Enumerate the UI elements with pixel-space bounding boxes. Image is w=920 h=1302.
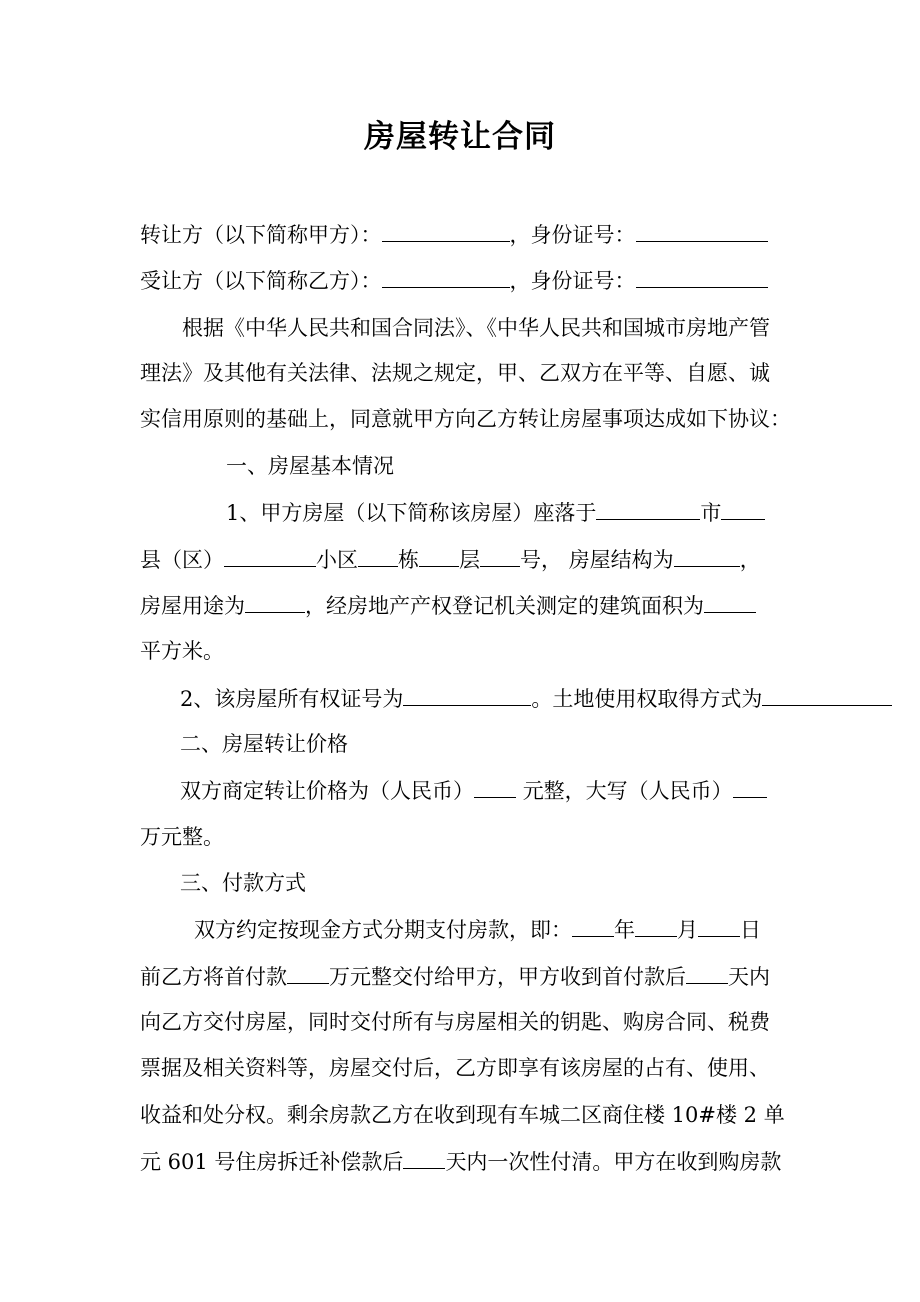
usage-line <box>140 590 756 621</box>
remaining-days-blank[interactable] <box>403 1146 445 1169</box>
delivery-days-label: 天内 <box>728 965 770 989</box>
delivery-days-blank[interactable] <box>686 961 728 984</box>
day-label: 日 <box>740 918 761 942</box>
transferee-line <box>140 265 768 296</box>
structure-blank[interactable] <box>674 544 740 567</box>
cert-blank[interactable] <box>403 683 531 706</box>
transferee-id-blank[interactable] <box>636 265 768 288</box>
structure-label: 房屋结构为 <box>568 548 674 572</box>
price-line <box>180 775 767 806</box>
county-label: 县（区） <box>140 548 224 572</box>
preamble-line: 理法》及其他有关法律、法规之规定，甲、乙双方在平等、自愿、诚 <box>140 361 770 385</box>
price-label: 双方商定转让价格为（人民币） <box>180 779 474 803</box>
payment-line <box>140 1146 781 1177</box>
payment-label: 双方约定按现金方式分期支付房款，即： <box>194 918 572 942</box>
year-blank[interactable] <box>572 914 614 937</box>
location-label: 1、甲方房屋（以下简称该房屋）座落于 <box>226 501 597 525</box>
payment-line: 向乙方交付房屋，同时交付所有与房屋相关的钥匙、购房合同、税费 <box>140 1010 770 1034</box>
preamble-line: 实信用原则的基础上，同意就甲方向乙方转让房屋事项达成如下协议： <box>140 407 791 431</box>
city-label: 市 <box>700 501 722 525</box>
transferor-label: 转让方（以下简称甲方）： <box>140 223 382 247</box>
address-line <box>140 544 761 575</box>
price-blank[interactable] <box>474 775 516 798</box>
district-blank[interactable] <box>224 544 316 567</box>
section-heading: 一、房屋基本情况 <box>226 454 394 478</box>
ceng-blank[interactable] <box>480 544 520 567</box>
payment-line: 票据及相关资料等，房屋交付后，乙方即享有该房屋的占有、使用、 <box>140 1056 770 1080</box>
payment-line <box>140 961 770 992</box>
remaining-text: 天内一次性付清。甲方在收到购房款 <box>445 1150 782 1174</box>
dong-label: 栋 <box>398 548 419 572</box>
section-heading: 三、付款方式 <box>180 871 306 895</box>
transferor-line <box>140 219 768 250</box>
transferor-id-label: ，身份证号： <box>509 223 636 247</box>
land-blank[interactable] <box>762 683 892 706</box>
year-label: 年 <box>614 918 635 942</box>
cert-line <box>180 683 892 714</box>
cert-label: 2、该房屋所有权证号为 <box>180 687 404 711</box>
remaining-label: 元 601 号住房拆迁补偿款后 <box>140 1150 404 1174</box>
price-uppercase-blank[interactable] <box>733 775 767 798</box>
county-blank[interactable] <box>721 497 765 520</box>
unit-line: 平方米。 <box>140 639 224 663</box>
usage-label: 房屋用途为 <box>140 594 245 618</box>
section-heading: 二、房屋转让价格 <box>180 732 348 756</box>
month-blank[interactable] <box>635 914 677 937</box>
preamble-line: 根据《中华人民共和国合同法》、《中华人民共和国城市房地产管 <box>182 316 770 340</box>
dong-blank[interactable] <box>419 544 459 567</box>
price-end-line: 万元整。 <box>140 825 224 849</box>
down-payment-blank[interactable] <box>287 961 329 984</box>
payment-line: 收益和处分权。剩余房款乙方在收到现有车城二区商住楼 10#楼 2 单 <box>140 1103 785 1127</box>
city-blank[interactable] <box>596 497 700 520</box>
down-payment-label: 前乙方将首付款 <box>140 965 287 989</box>
day-blank[interactable] <box>698 914 740 937</box>
transferee-label: 受让方（以下简称乙方）： <box>140 269 382 293</box>
document-title: 房屋转让合同 <box>364 119 556 155</box>
transferee-name-blank[interactable] <box>382 265 510 288</box>
price-uppercase-label: 元整，大写（人民币） <box>522 779 733 803</box>
xiaoqu-blank[interactable] <box>358 544 398 567</box>
comma: ， <box>739 548 761 572</box>
location-line <box>226 497 765 528</box>
ceng-label: 层 <box>459 548 480 572</box>
area-label: ，经房地产产权登记机关测定的建筑面积为 <box>305 594 704 618</box>
transferee-id-label: ，身份证号： <box>509 269 636 293</box>
payment-line <box>194 914 761 945</box>
transferor-id-blank[interactable] <box>636 219 768 242</box>
area-blank[interactable] <box>704 590 756 613</box>
xiaoqu-label: 小区 <box>316 548 358 572</box>
land-label: 。土地使用权取得方式为 <box>531 687 763 711</box>
hao-label: 号， <box>520 548 562 572</box>
usage-blank[interactable] <box>245 590 305 613</box>
transferor-name-blank[interactable] <box>382 219 510 242</box>
month-label: 月 <box>677 918 698 942</box>
down-payment-text: 万元整交付给甲方，甲方收到首付款后 <box>329 965 686 989</box>
